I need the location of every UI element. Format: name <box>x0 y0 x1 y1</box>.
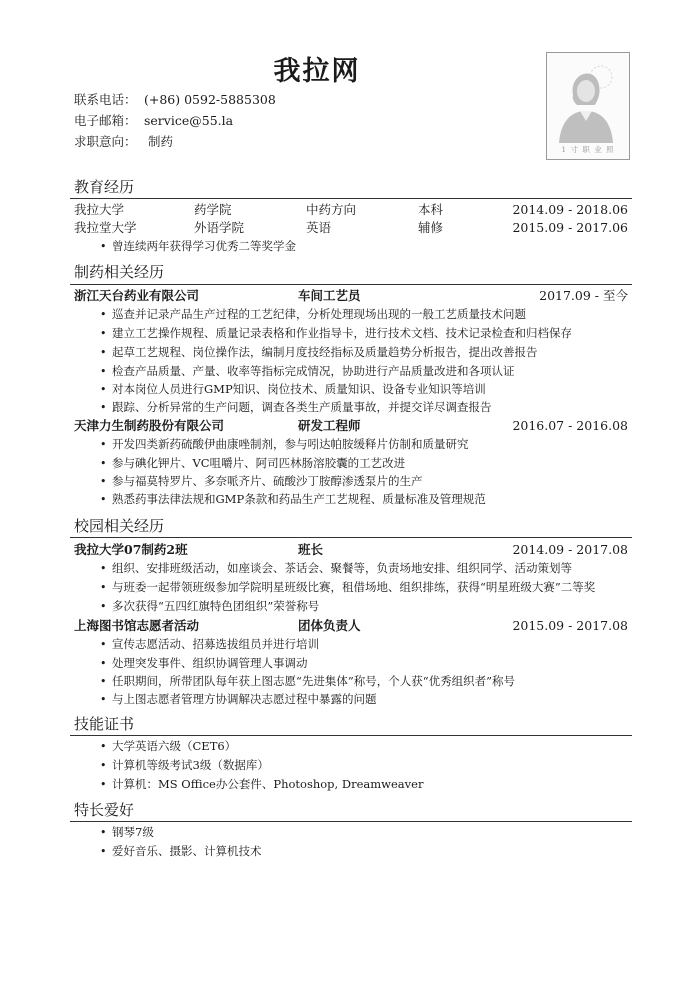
contact-value: service@55.la <box>144 113 234 128</box>
role: 班长 <box>298 542 324 557</box>
section-divider <box>70 537 632 538</box>
role: 车间工艺员 <box>298 288 361 303</box>
school: 我拉大学 <box>74 202 125 217</box>
section-divider <box>70 735 632 736</box>
contact-objective <box>74 132 173 152</box>
bullet-icon: • <box>100 240 107 253</box>
section-title-skills: 技能证书 <box>74 715 135 733</box>
bullet-icon: • <box>100 457 107 470</box>
list-item: • 宣传志愿活动、招募选拔组员并进行培训 <box>112 635 319 654</box>
company: 上海图书馆志愿者活动 <box>74 618 200 633</box>
list-item: • 组织、安排班级活动，如座谈会、茶话会、聚餐等，负责场地安排、组织同学、活动策划等 <box>112 559 572 578</box>
avatar-placeholder-icon <box>547 55 629 145</box>
major: 英语 <box>306 220 332 235</box>
school: 我拉堂大学 <box>74 220 137 235</box>
bullet-icon: • <box>100 327 107 340</box>
company: 我拉大学07制药2班 <box>74 542 188 557</box>
list-item: • 大学英语六级（CET6） <box>112 737 236 756</box>
bullet-icon: • <box>100 657 107 670</box>
bullet-icon: • <box>100 438 107 451</box>
list-item: • 对本岗位人员进行GMP知识、岗位技术、质量知识、设备专业知识等培训 <box>112 380 486 399</box>
role: 研发工程师 <box>298 418 361 433</box>
period: 2015.09 - 2017.06 <box>512 220 628 235</box>
bullet-icon: • <box>100 401 107 414</box>
bullet-icon: • <box>100 759 107 772</box>
list-item: • 多次获得“五四红旗特色团组织”荣誉称号 <box>112 597 319 616</box>
list-item: • 计算机：MS Office办公套件、Photoshop, Dreamweaver <box>112 775 423 794</box>
bullet-icon: • <box>100 562 107 575</box>
list-item: • 检查产品质量、产量、收率等指标完成情况，协助进行产品质量改进和各项认证 <box>112 362 515 381</box>
list-item: • 参与碘化钾片、VC咀嚼片、阿司匹林肠溶胶囊的工艺改进 <box>112 454 405 473</box>
list-item: • 处理突发事件、组织协调管理人事调动 <box>112 654 308 673</box>
bullet-icon: • <box>100 600 107 613</box>
list-item: • 开发四类新药硫酸伊曲康唑制剂，参与吲达帕胺缓释片仿制和质量研究 <box>112 435 469 454</box>
list-item: • 熟悉药事法律法规和GMP条款和药品生产工艺规程、质量标准及管理规范 <box>112 490 486 509</box>
contact-phone <box>74 90 276 110</box>
degree: 本科 <box>418 202 444 217</box>
photo-caption: 1 寸 职 业 照 <box>561 145 615 154</box>
company: 浙江天台药业有限公司 <box>74 288 200 303</box>
bullet-icon: • <box>100 346 107 359</box>
contact-label: 联系电话： <box>74 92 137 107</box>
section-divider <box>70 284 632 285</box>
bullet-icon: • <box>100 383 107 396</box>
list-item: • 曾连续两年获得学习优秀二等奖学金 <box>112 237 296 256</box>
list-item: • 跟踪、分析异常的生产问题，调查各类生产质量事故，并提交详尽调查报告 <box>112 398 492 417</box>
college: 外语学院 <box>194 220 245 235</box>
list-item: • 与班委一起带领班级参加学院明星班级比赛，租借场地、组织排练，获得“明星班级大赛”二等奖 <box>112 578 595 597</box>
contact-value: 制药 <box>148 134 174 149</box>
period: 2014.09 - 2018.06 <box>512 202 628 217</box>
period: 2017.09 - 至今 <box>539 288 628 303</box>
list-item: • 爱好音乐、摄影、计算机技术 <box>112 842 262 861</box>
section-divider <box>70 198 632 199</box>
section-divider <box>70 821 632 822</box>
list-item: • 与上图志愿者管理方协调解决志愿过程中暴露的问题 <box>112 690 377 709</box>
bullet-icon: • <box>100 826 107 839</box>
bullet-icon: • <box>100 308 107 321</box>
bullet-icon: • <box>100 740 107 753</box>
list-item: • 参与福莫特罗片、多奈哌齐片、硫酸沙丁胺醇渗透泵片的生产 <box>112 472 423 491</box>
list-item: • 钢琴7级 <box>112 823 154 842</box>
section-title-campus: 校园相关经历 <box>74 517 165 535</box>
period: 2016.07 - 2016.08 <box>512 418 628 433</box>
contact-value: (+86) 0592-5885308 <box>144 92 276 107</box>
bullet-icon: • <box>100 581 107 594</box>
company: 天津力生制药股份有限公司 <box>74 418 225 433</box>
list-item: • 起草工艺规程、岗位操作法，编制月度技经指标及质量趋势分析报告，提出改善报告 <box>112 343 538 362</box>
list-item: • 计算机等级考试3级（数据库） <box>112 756 269 775</box>
contact-label: 求职意向： <box>74 134 137 149</box>
bullet-icon: • <box>100 638 107 651</box>
contact-label: 电子邮箱： <box>74 113 137 128</box>
bullet-icon: • <box>100 365 107 378</box>
list-item: • 建立工艺操作规程、质量记录表格和作业指导卡，进行技术文档、技术记录检查和归档保存 <box>112 324 572 343</box>
period: 2015.09 - 2017.08 <box>512 618 628 633</box>
degree: 辅修 <box>418 220 444 235</box>
contact-email <box>74 111 233 131</box>
college: 药学院 <box>194 202 232 217</box>
bullet-icon: • <box>100 675 107 688</box>
list-item: • 巡查并记录产品生产过程的工艺纪律，分析处理现场出现的一般工艺质量技术问题 <box>112 305 526 324</box>
bullet-icon: • <box>100 493 107 506</box>
candidate-name: 我拉网 <box>273 56 361 87</box>
section-title-education: 教育经历 <box>74 178 135 196</box>
bullet-icon: • <box>100 845 107 858</box>
list-item: • 任职期间，所带团队每年获上图志愿“先进集体”称号，个人获“优秀组织者”称号 <box>112 672 515 691</box>
period: 2014.09 - 2017.08 <box>512 542 628 557</box>
bullet-icon: • <box>100 778 107 791</box>
photo-frame <box>546 52 630 160</box>
bullet-icon: • <box>100 693 107 706</box>
bullet-icon: • <box>100 475 107 488</box>
section-title-hobbies: 特长爱好 <box>74 801 135 819</box>
role: 团体负责人 <box>298 618 361 633</box>
major: 中药方向 <box>306 202 357 217</box>
section-title-pharma: 制药相关经历 <box>74 263 165 281</box>
